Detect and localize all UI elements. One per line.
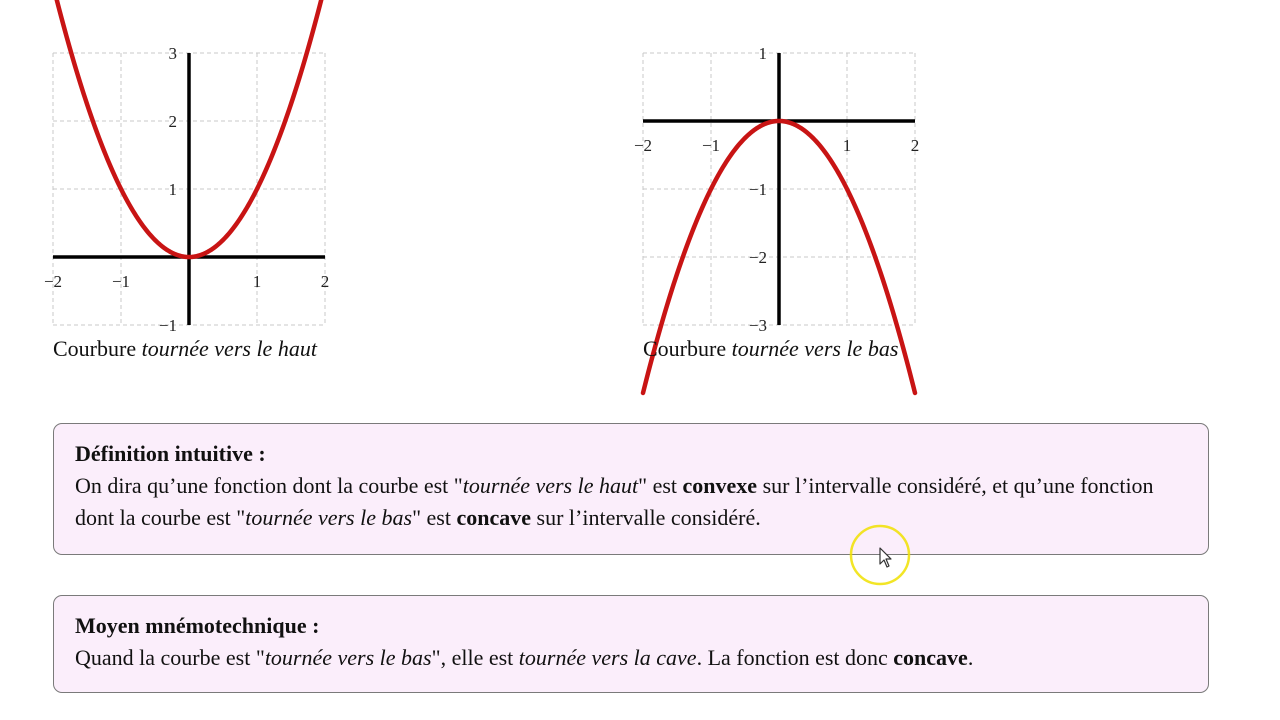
- x-tick-label: −2: [633, 136, 653, 155]
- y-tick-label: 3: [168, 44, 177, 63]
- y-tick-label: −1: [748, 180, 767, 199]
- convex-caption: [53, 336, 317, 362]
- italic-run: tournée vers la cave: [518, 645, 697, 670]
- y-tick-label: −3: [748, 316, 767, 335]
- x-tick-label: 2: [320, 272, 330, 291]
- italic-run: tournée vers le bas: [245, 505, 413, 530]
- bold-run: concave: [893, 645, 968, 670]
- x-tick-label: −1: [701, 136, 721, 155]
- caption-italic-text: tournée vers le bas: [731, 336, 899, 361]
- caption-text: Courbure: [643, 336, 732, 361]
- italic-run: tournée vers le bas: [264, 645, 432, 670]
- convex-graph-svg: [43, 44, 330, 335]
- caption-text: Courbure: [53, 336, 142, 361]
- caption-italic-text: tournée vers le haut: [141, 336, 317, 361]
- concave-graph-svg: [633, 44, 920, 335]
- y-tick-label: 1: [758, 44, 767, 63]
- concave-graph: [633, 44, 920, 335]
- definition-text: [75, 470, 1187, 534]
- x-tick-label: −2: [43, 272, 63, 291]
- definition-box: [53, 423, 1209, 555]
- text-run: . La fonction est donc: [696, 645, 894, 670]
- y-tick-label: 2: [168, 112, 177, 131]
- x-tick-label: −1: [111, 272, 131, 291]
- text-run: Quand la courbe est ": [75, 645, 265, 670]
- italic-run: tournée vers le haut: [462, 473, 639, 498]
- y-tick-label: 1: [168, 180, 177, 199]
- mnemonic-title: Moyen mnémotechnique :: [75, 613, 320, 638]
- concave-caption: [643, 336, 898, 362]
- cursor-arrow: [880, 548, 891, 567]
- mnemonic-box: [53, 595, 1209, 693]
- definition-title: Définition intuitive :: [75, 441, 266, 466]
- y-tick-label: −1: [158, 316, 177, 335]
- text-run: ", elle est: [431, 645, 519, 670]
- bold-run: concave: [456, 505, 532, 530]
- text-run: sur l’intervalle considéré, et qu’une fonction dont la courbe est ": [75, 473, 1154, 530]
- convex-graph: [43, 44, 330, 335]
- x-tick-label: 1: [842, 136, 852, 155]
- x-tick-label: 2: [910, 136, 920, 155]
- text-run: On dira qu’une fonction dont la courbe est ": [75, 473, 463, 498]
- bold-run: convexe: [682, 473, 758, 498]
- text-run: sur l’intervalle considéré.: [531, 505, 761, 530]
- y-tick-label: −2: [748, 248, 767, 267]
- text-run: .: [967, 645, 974, 670]
- mouse-cursor-icon: [847, 522, 913, 588]
- text-run: " est: [412, 505, 457, 530]
- x-tick-label: 1: [252, 272, 262, 291]
- text-run: " est: [638, 473, 683, 498]
- mnemonic-text: [75, 642, 1187, 674]
